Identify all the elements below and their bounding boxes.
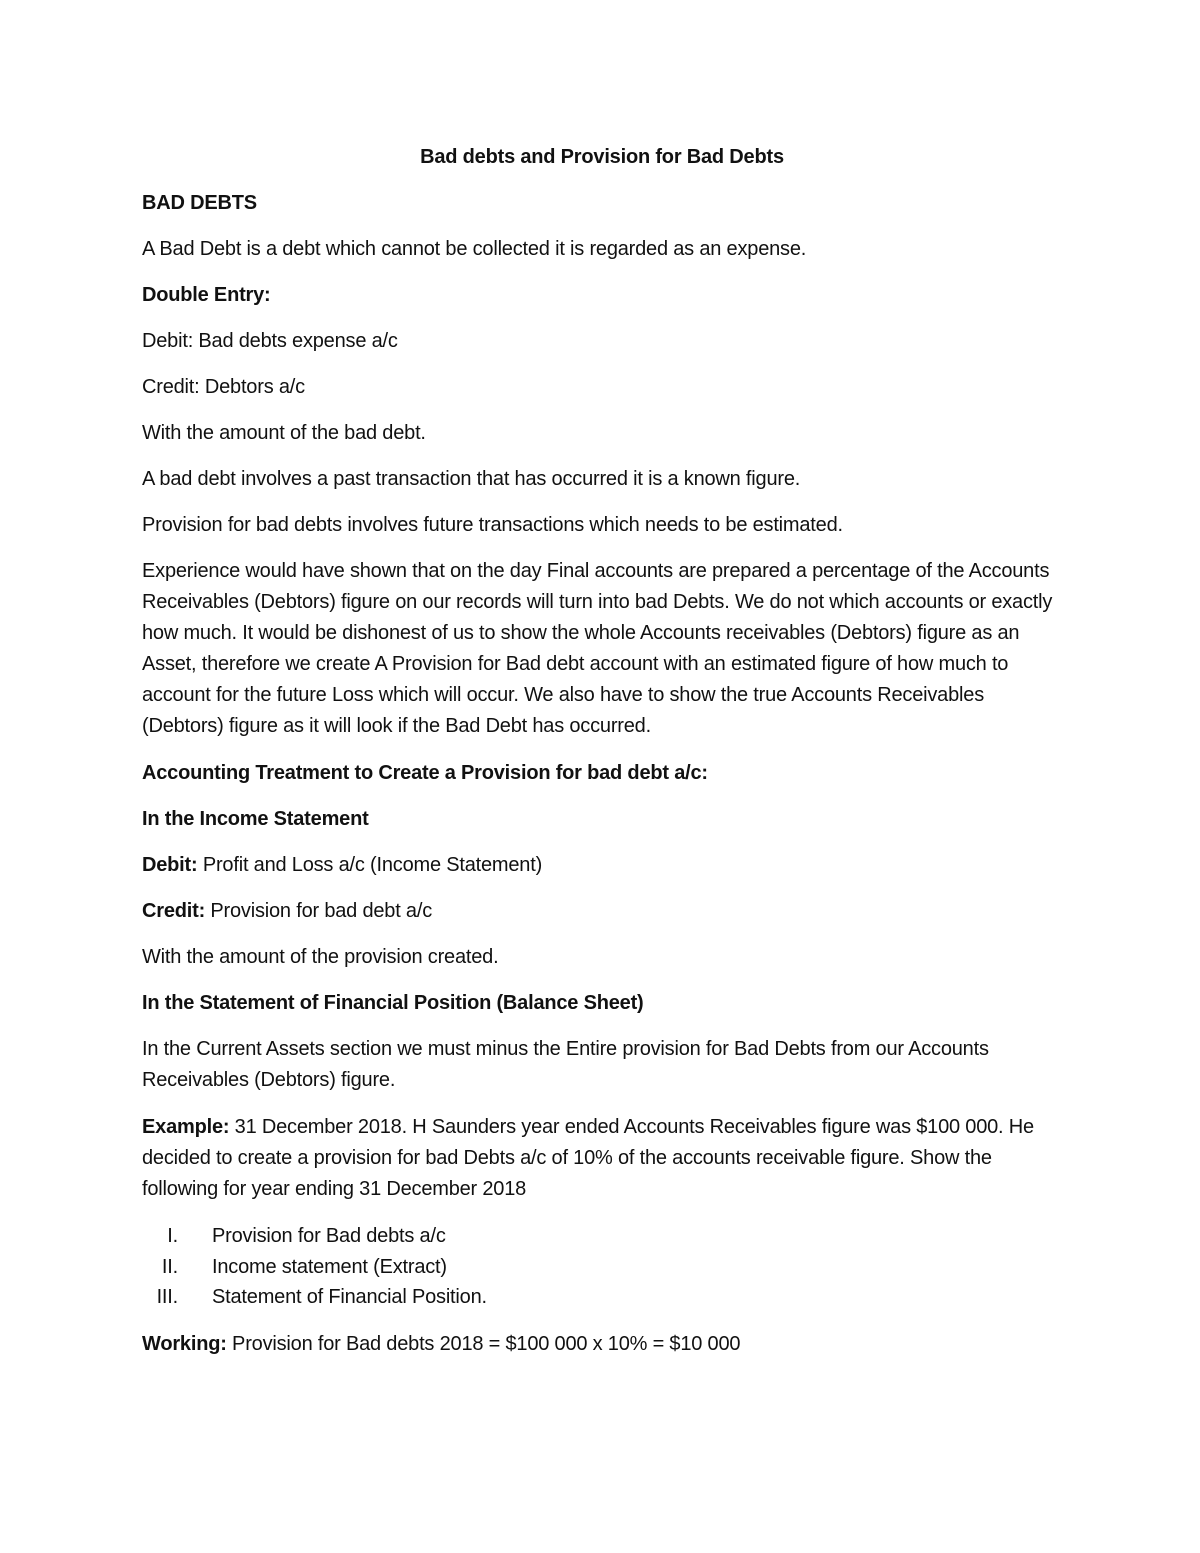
debit-line: Debit: Bad debts expense a/c (142, 330, 398, 352)
is-debit-text: Profit and Loss a/c (Income Statement) (197, 854, 543, 876)
with-amount-provision: With the amount of the provision created. (142, 946, 499, 968)
with-amount-bad-debt: With the amount of the bad debt. (142, 422, 426, 444)
is-credit-text: Provision for bad debt a/c (205, 900, 433, 922)
working-text: Provision for Bad debts 2018 = $100 000 x 10% = $10 000 (226, 1332, 741, 1355)
example-label: Example: (142, 1116, 230, 1138)
is-credit-label: Credit: (142, 900, 206, 922)
list-item (142, 1282, 1062, 1313)
list-item (142, 1221, 1062, 1252)
income-statement-heading: In the Income Statement (142, 808, 369, 830)
working-line (142, 1329, 1062, 1359)
credit-line: Credit: Debtors a/c (142, 376, 305, 398)
list-item-number: II. (161, 1255, 178, 1278)
is-debit-line (142, 850, 1062, 880)
past-transaction-text: A bad debt involves a past transaction that has occurred it is a known figure. (142, 468, 801, 490)
bad-debt-definition: A Bad Debt is a debt which cannot be collected it is regarded as an expense. (142, 238, 807, 260)
list-item-text: Statement of Financial Position. (212, 1286, 487, 1308)
requirements-list (142, 1221, 1062, 1313)
list-item-number: I. (167, 1225, 178, 1247)
list-item-text: Provision for Bad debts a/c (212, 1225, 446, 1247)
future-transactions-text: Provision for bad debts involves future transactions which needs to be estimated. (142, 514, 843, 536)
experience-paragraph: Experience would have shown that on the day Final accounts are prepared a percentage of the Accounts Receivables (Debtors) figure on our records will turn into bad Debts. We do not which accounts or exactly how much. It would be dishonest of us to show the whole Accounts receivables (Debtors) figure as an Asset, therefore we create A Provision for Bad debt account with an estimated figure of how much to account for the future Loss which will occur. We also have to show the true Accounts Receivables (Debtors) figure as it will look if the Bad Debt has occurred. (142, 560, 1053, 737)
current-assets-text: In the Current Assets section we must minus the Entire provision for Bad Debts from our Accounts Receivables (Debtors) figure. (142, 1038, 989, 1091)
working-label: Working: (142, 1332, 227, 1355)
list-item-number: III. (156, 1286, 178, 1308)
document-body (142, 142, 1062, 1359)
section-heading-bad-debts: BAD DEBTS (142, 192, 257, 214)
is-debit-label: Debit: (142, 854, 198, 876)
sofp-heading: In the Statement of Financial Position (Balance Sheet) (142, 992, 644, 1014)
example-text: 31 December 2018. H Saunders year ended Accounts Receivables figure was $100 000. He decided to create a provision for bad Debts a/c of 10% of the accounts receivable figure. Show the following for year ending 31 December 2018 (142, 1116, 1034, 1200)
document-title: Bad debts and Provision for Bad Debts (420, 146, 784, 168)
double-entry-heading: Double Entry: (142, 284, 271, 306)
list-item (142, 1252, 1062, 1283)
treatment-heading: Accounting Treatment to Create a Provision for bad debt a/c: (142, 762, 708, 784)
example-paragraph (142, 1112, 1062, 1205)
is-credit-line (142, 896, 1062, 926)
list-item-text: Income statement (Extract) (212, 1255, 447, 1278)
